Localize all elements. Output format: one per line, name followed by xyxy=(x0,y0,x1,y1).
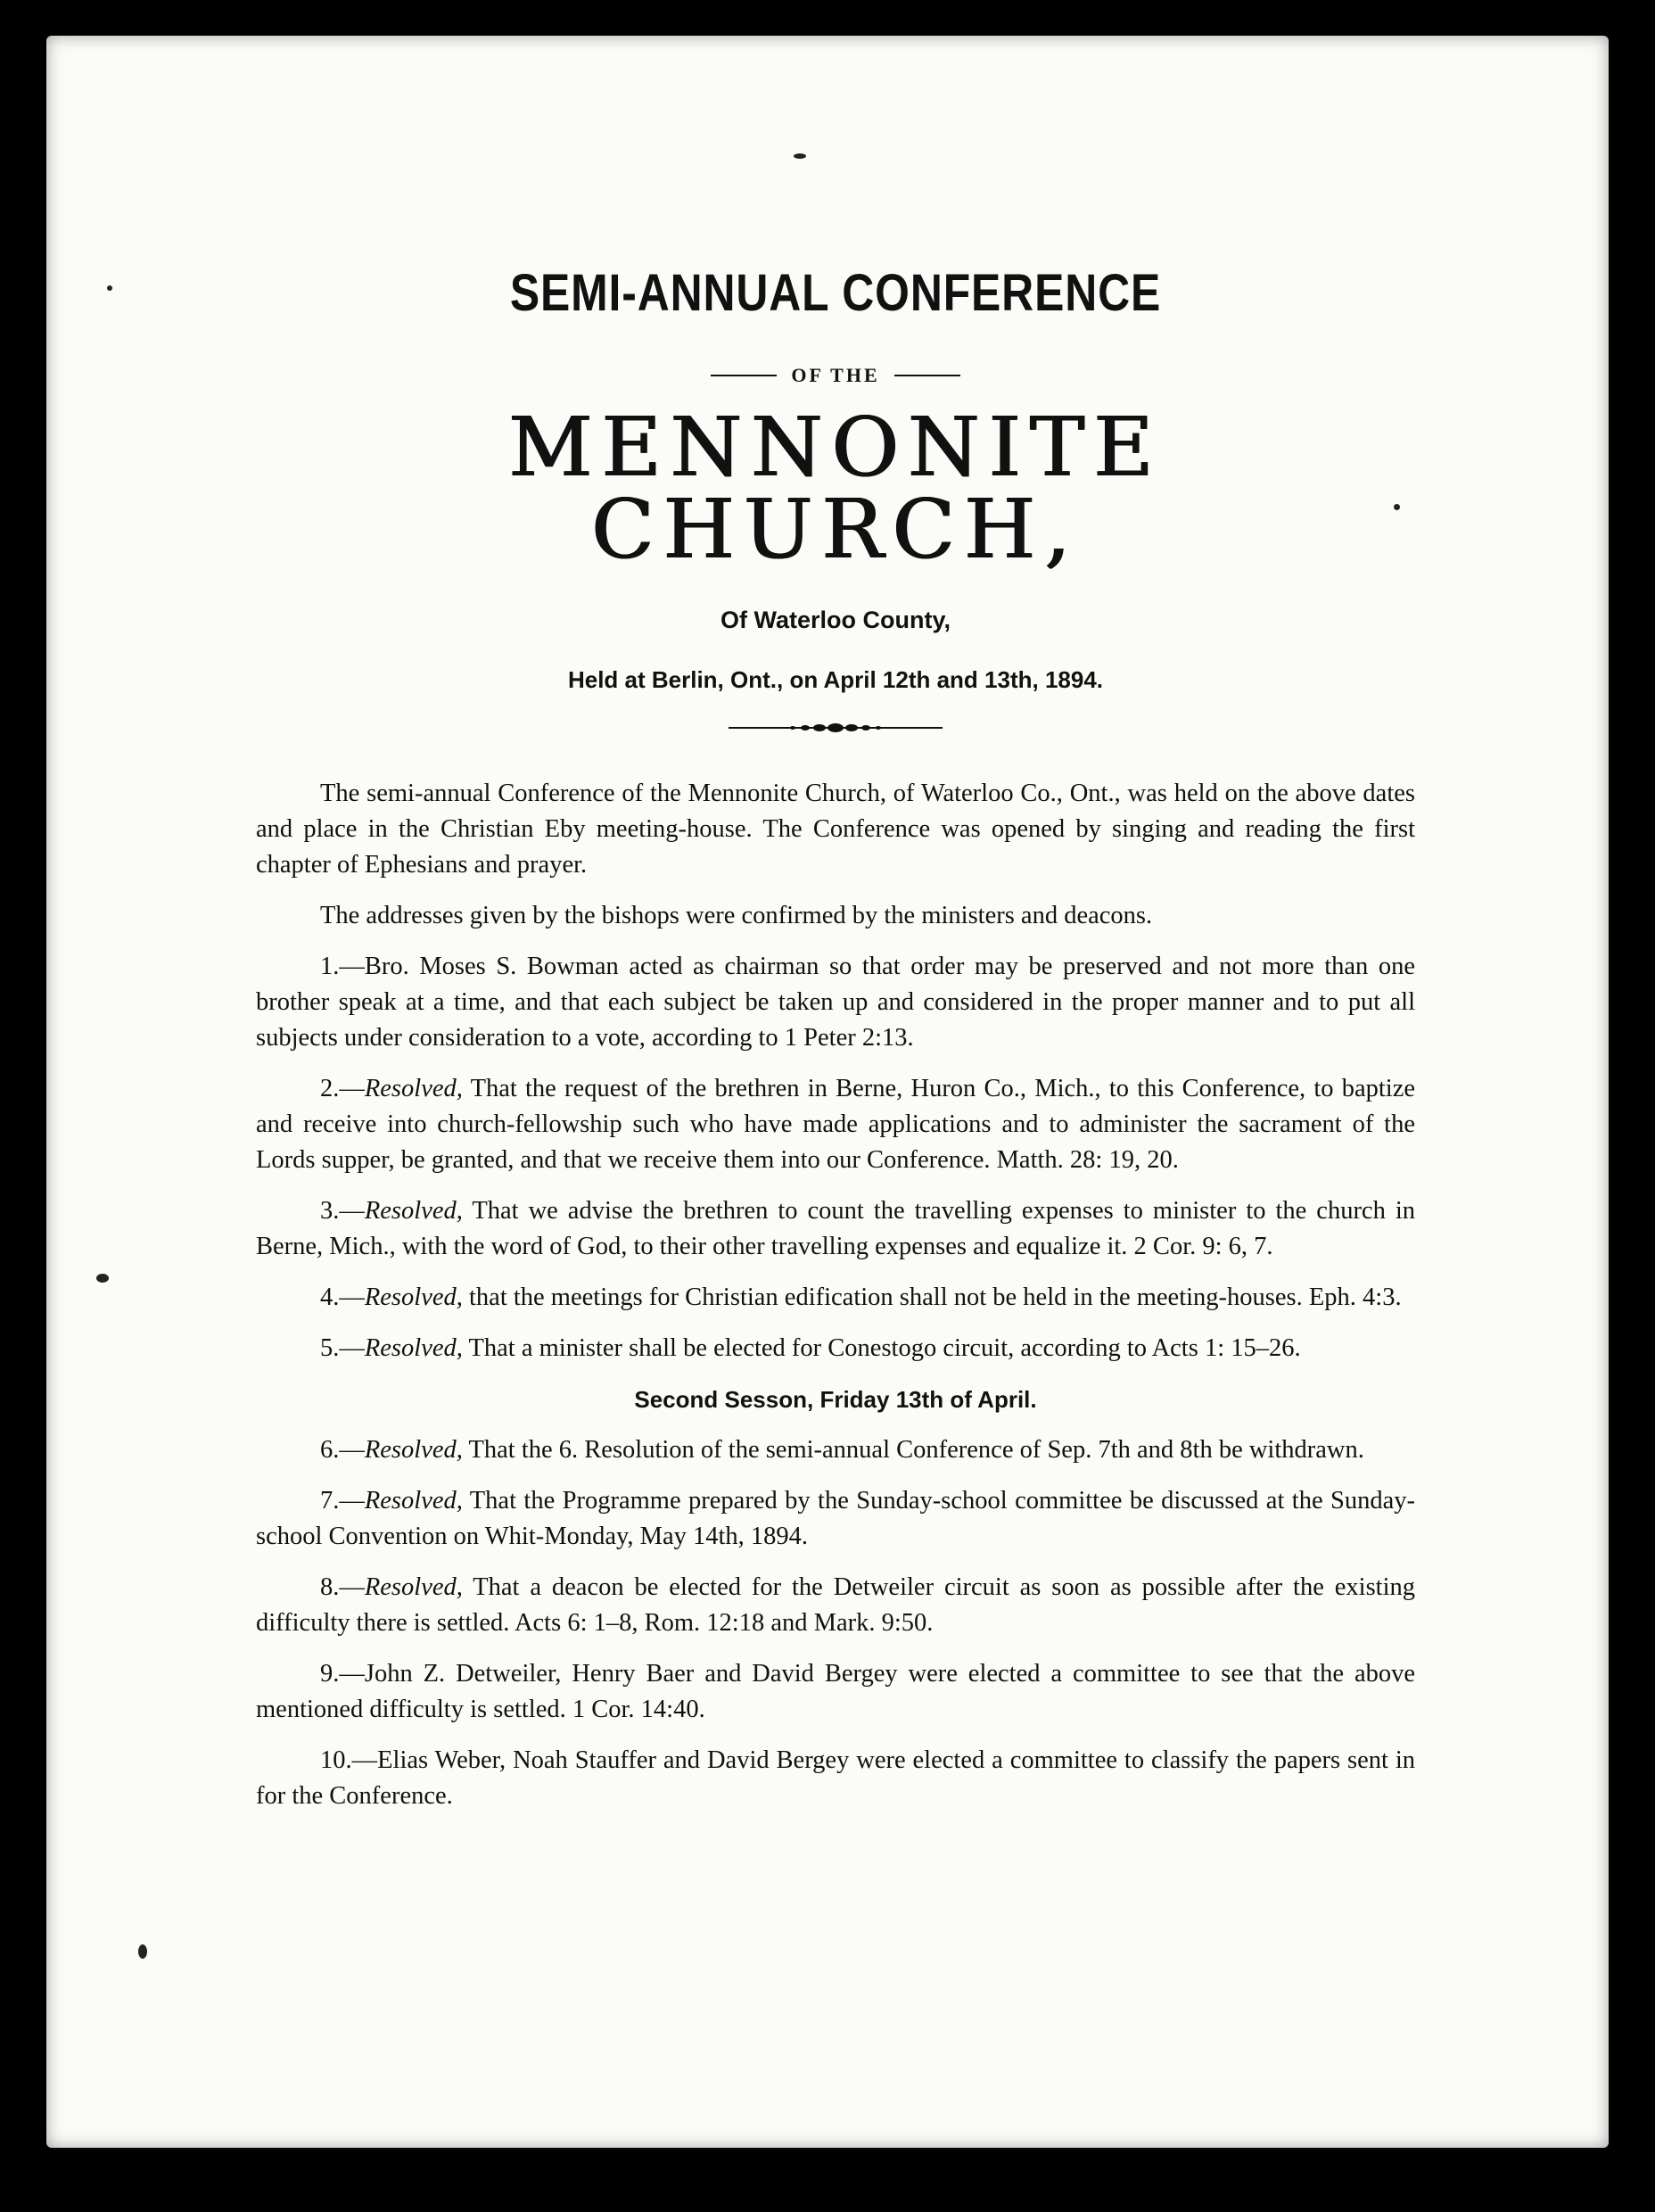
item-text: That the 6. Resolution of the semi-annual Conference of Sep. 7th and 8th be withdrawn. xyxy=(462,1436,1364,1464)
resolved-label: Resolved, xyxy=(364,1197,463,1225)
document-title: SEMI-ANNUAL CONFERENCE xyxy=(509,264,1162,322)
held-line: Held at Berlin, Ont., on April 12th and 13th, 1894. xyxy=(567,666,1104,693)
resolution-1 xyxy=(256,949,1415,1056)
item-number: 1.— xyxy=(320,953,365,980)
of-the-text: OF THE xyxy=(791,364,880,386)
church-name: MENNONITE CHURCH, xyxy=(508,400,1163,577)
resolved-label: Resolved, xyxy=(364,1334,463,1362)
item-number: 4.— xyxy=(320,1283,365,1311)
resolved-label: Resolved, xyxy=(364,1487,463,1515)
resolution-4 xyxy=(256,1280,1415,1316)
ink-speck xyxy=(107,285,112,291)
intro-paragraph: The semi-annual Conference of the Mennonite Church, of Waterloo Co., Ont., was held on the above dates and place in the Christian Eby meeting-house. The Conference was opened by singing and reading the first chapter of Ephesians and prayer. xyxy=(256,780,1415,879)
item-text: Bro. Moses S. Bowman acted as chairman so that order may be preserved and not more than one brother speak at a time, and that each subject be taken up and considered in the proper manner and to put all subjects under consideration to a vote, according to 1 Peter 2:13. xyxy=(256,953,1415,1052)
divider-rule xyxy=(711,375,777,376)
resolution-9 xyxy=(256,1656,1415,1728)
resolved-label: Resolved, xyxy=(364,1573,463,1601)
item-number: 8.— xyxy=(320,1573,365,1601)
resolved-label: Resolved, xyxy=(364,1283,463,1311)
resolution-7 xyxy=(256,1483,1415,1555)
ornament-divider xyxy=(729,721,943,735)
resolution-8 xyxy=(256,1570,1415,1641)
resolved-label: Resolved, xyxy=(364,1436,463,1464)
item-number: 3.— xyxy=(320,1197,365,1225)
item-number: 2.— xyxy=(320,1075,365,1102)
resolution-10 xyxy=(256,1743,1415,1814)
item-text: That a minister shall be elected for Conestogo circuit, according to Acts 1: 15–26. xyxy=(462,1334,1301,1362)
document-content xyxy=(256,264,1415,1829)
item-number: 6.— xyxy=(320,1436,365,1464)
county-line: Of Waterloo County, xyxy=(720,607,951,633)
item-text: That we advise the brethren to count the travelling expenses to minister to the church in Berne, Mich., with the word of God, to their other travelling expenses and equalize it. 2 Cor. 9: 6, 7. xyxy=(256,1197,1415,1260)
resolution-3 xyxy=(256,1193,1415,1265)
resolution-6 xyxy=(256,1432,1415,1468)
item-number: 5.— xyxy=(320,1334,365,1362)
item-number: 9.— xyxy=(320,1660,365,1688)
session-heading: Second Sesson, Friday 13th of April. xyxy=(634,1386,1037,1413)
addresses-paragraph: The addresses given by the bishops were confirmed by the ministers and deacons. xyxy=(320,902,1153,929)
item-text: That the Programme prepared by the Sunday-school committee be discussed at the Sunday-school Convention on Whit-Monday, May 14th, 1894. xyxy=(256,1487,1415,1550)
item-number: 10.— xyxy=(320,1746,378,1774)
item-text: that the meetings for Christian edification shall not be held in the meeting-houses. Eph. 4:3. xyxy=(462,1283,1402,1311)
resolved-label: Resolved, xyxy=(364,1075,463,1102)
ink-speck xyxy=(794,153,806,159)
ink-speck xyxy=(96,1274,109,1283)
resolution-5 xyxy=(256,1331,1415,1366)
divider-rule xyxy=(894,375,960,376)
ink-speck xyxy=(138,1944,147,1959)
item-text: Elias Weber, Noah Stauffer and David Bergey were elected a committee to classify the papers sent in for the Conference. xyxy=(256,1746,1415,1810)
of-the-line xyxy=(256,364,1415,387)
item-number: 7.— xyxy=(320,1487,365,1515)
item-text: John Z. Detweiler, Henry Baer and David Bergey were elected a committee to see that the above mentioned difficulty is settled. 1 Cor. 14:40. xyxy=(256,1660,1415,1723)
resolution-2 xyxy=(256,1071,1415,1178)
item-text: That a deacon be elected for the Detweiler circuit as soon as possible after the existing difficulty there is settled. Acts 6: 1–8, Rom. 12:18 and Mark. 9:50. xyxy=(256,1573,1415,1637)
item-text: That the request of the brethren in Berne, Huron Co., Mich., to this Conference, to baptize and receive into church-fellowship such who have made applications and to administer the sacrament of the Lords supper, be granted, and that we receive them into our Conference. Matth. 28: 19, 20. xyxy=(256,1075,1415,1174)
minutes-body xyxy=(256,776,1415,1814)
